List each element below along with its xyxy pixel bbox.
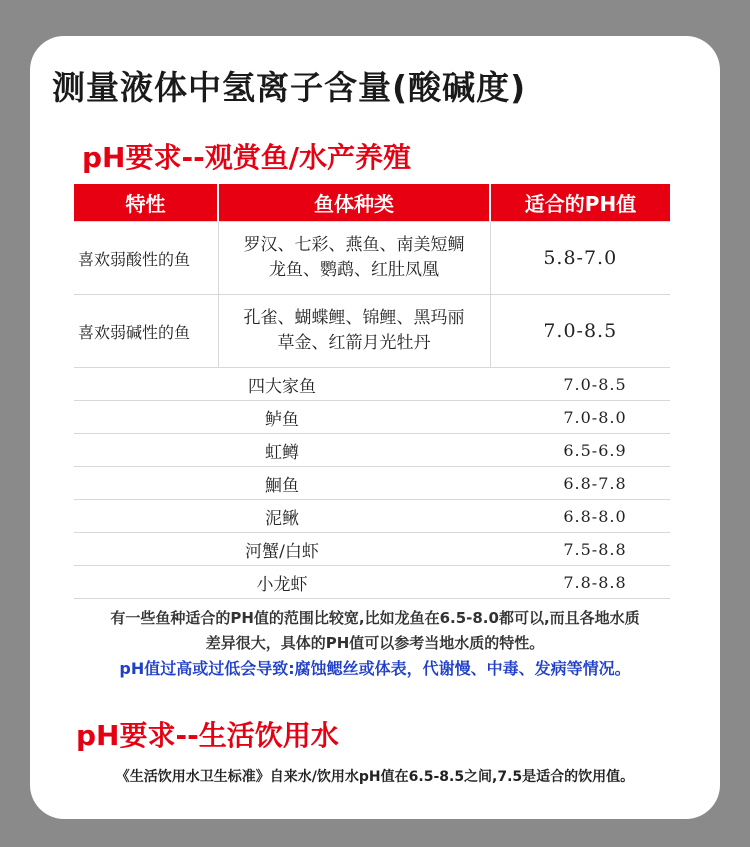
table-header-row bbox=[74, 184, 670, 222]
species-cell: 虹鳟 bbox=[74, 434, 490, 467]
range-note bbox=[60, 606, 690, 656]
table-row bbox=[74, 295, 670, 368]
trait-cell: 喜欢弱碱性的鱼 bbox=[74, 295, 218, 368]
trait-cell: 喜欢弱酸性的鱼 bbox=[74, 222, 218, 295]
ph-cell: 5.8-7.0 bbox=[490, 222, 670, 295]
note-line: 有一些鱼种适合的PH值的范围比较宽,比如龙鱼在6.5-8.0都可以,而且各地水质 bbox=[110, 609, 640, 627]
species-cell: 河蟹/白虾 bbox=[74, 533, 490, 566]
page-title: 测量液体中氢离子含量(酸碱度) bbox=[52, 68, 527, 107]
species-cell: 鲈鱼 bbox=[74, 401, 490, 434]
fish-cell bbox=[218, 222, 490, 295]
header-trait: 特性 bbox=[74, 184, 218, 222]
table-row bbox=[74, 500, 670, 533]
table-row bbox=[74, 434, 670, 467]
fish-line: 罗汉、七彩、燕鱼、南美短鲷 bbox=[243, 235, 465, 255]
ph-cell: 7.0-8.0 bbox=[490, 401, 670, 434]
table-row bbox=[74, 222, 670, 295]
table-row bbox=[74, 467, 670, 500]
section-heading-drinking-water: pH要求--生活饮用水 bbox=[76, 719, 339, 752]
section-heading-aquaculture: pH要求--观赏鱼/水产养殖 bbox=[82, 141, 411, 174]
fish-line: 龙鱼、鹦鹉、红肚凤凰 bbox=[269, 260, 439, 280]
species-cell: 泥鳅 bbox=[74, 500, 490, 533]
ph-warning: pH值过高或过低会导致:腐蚀鳃丝或体表，代谢慢、中毒、发病等情况。 bbox=[119, 659, 631, 678]
fish-cell bbox=[218, 295, 490, 368]
table-row bbox=[74, 401, 670, 434]
ph-cell: 7.5-8.8 bbox=[490, 533, 670, 566]
ph-cell: 7.0-8.5 bbox=[490, 368, 670, 401]
ph-table bbox=[74, 184, 670, 599]
ph-cell: 6.8-8.0 bbox=[490, 500, 670, 533]
ph-cell: 7.8-8.8 bbox=[490, 566, 670, 599]
note-line: 差异很大，具体的PH值可以参考当地水质的特性。 bbox=[205, 634, 545, 652]
header-fish-type: 鱼体种类 bbox=[218, 184, 490, 222]
header-ph: 适合的PH值 bbox=[490, 184, 670, 222]
fish-line: 孔雀、蝴蝶鲤、锦鲤、黑玛丽 bbox=[243, 308, 465, 328]
ph-cell: 7.0-8.5 bbox=[490, 295, 670, 368]
drinking-water-standard: 《生活饮用水卫生标准》自来水/饮用水pH值在6.5-8.5之间,7.5是适合的饮用值。 bbox=[115, 769, 635, 785]
table-row bbox=[74, 566, 670, 599]
table-row bbox=[74, 533, 670, 566]
species-cell: 小龙虾 bbox=[74, 566, 490, 599]
fish-line: 草金、红箭月光牡丹 bbox=[277, 333, 431, 353]
ph-cell: 6.8-7.8 bbox=[490, 467, 670, 500]
species-cell: 四大家鱼 bbox=[74, 368, 490, 401]
ph-cell: 6.5-6.9 bbox=[490, 434, 670, 467]
species-cell: 鮰鱼 bbox=[74, 467, 490, 500]
table-row bbox=[74, 368, 670, 401]
